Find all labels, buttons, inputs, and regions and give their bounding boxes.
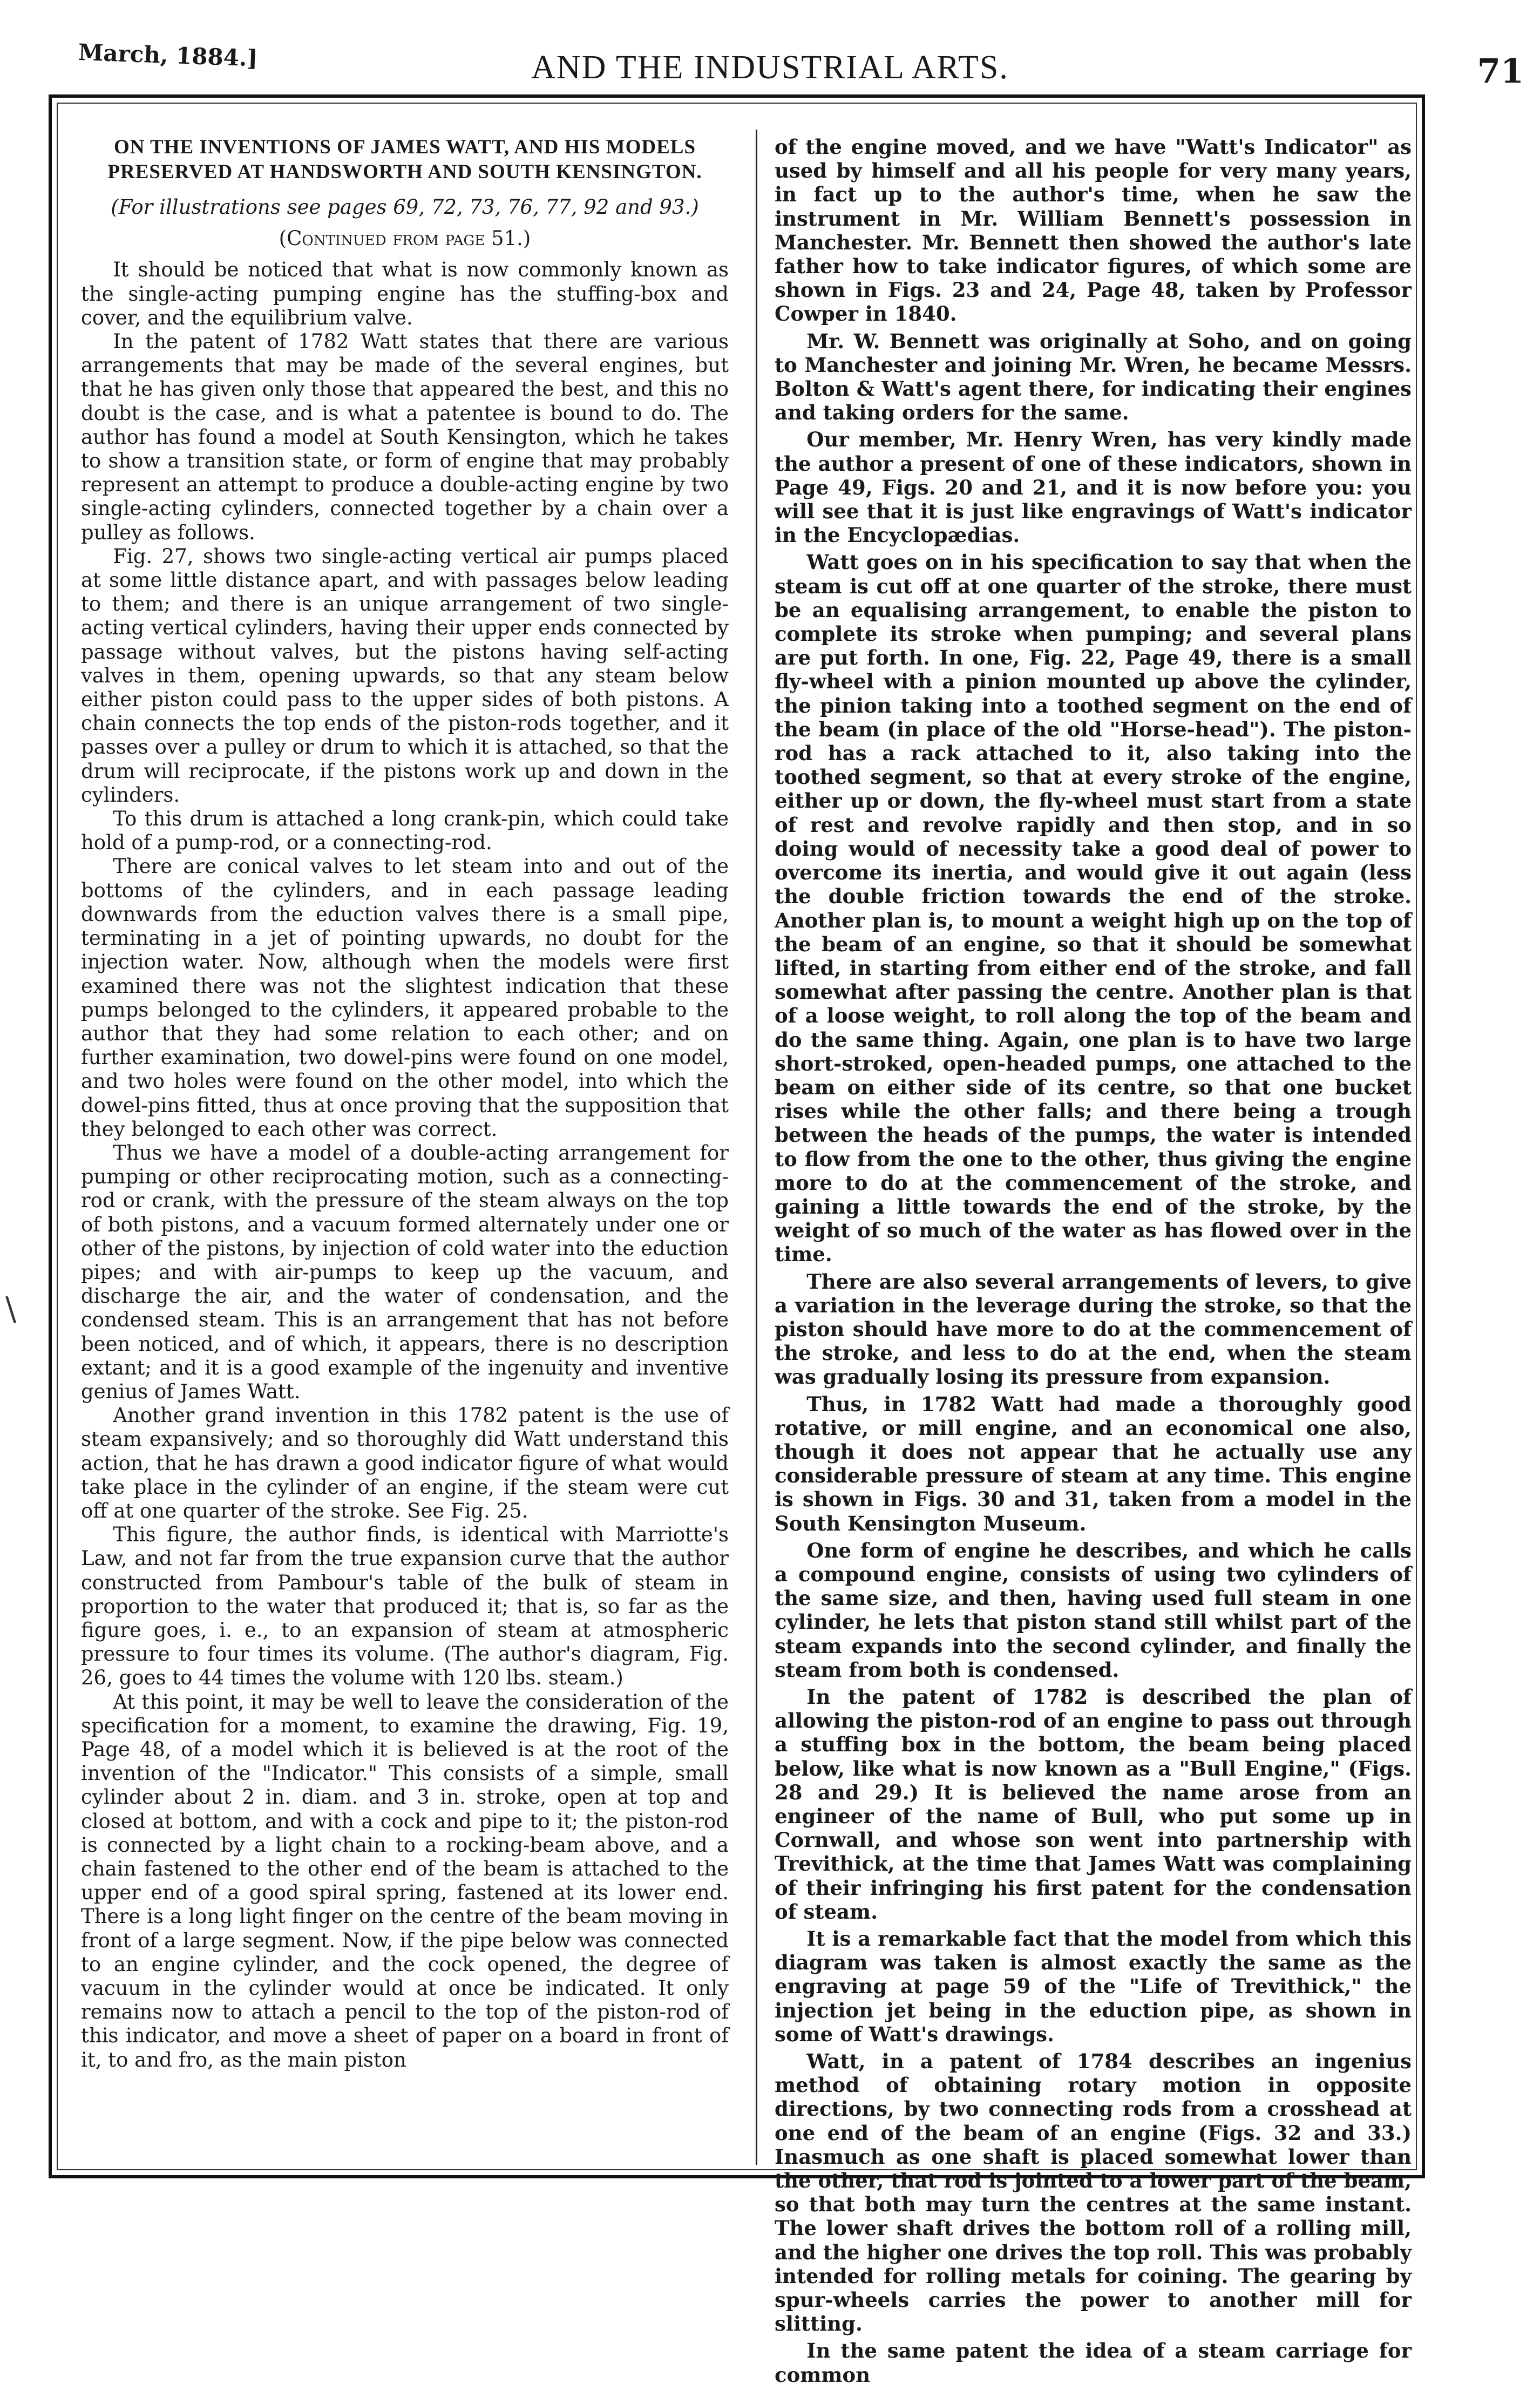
journal-running-title: AND THE INDUSTRIAL ARTS.	[531, 49, 1009, 86]
paragraph: In the patent of 1782 is described the plan of allowing the piston-rod of an engine to pass out through a stuffing box in the bottom, the beam being placed below, like what is now known as a "Bull Engine," (Figs. 28 and 29.) It is believed the name arose from an engineer of the name of Bull, who put some up in Cornwall, and whose son went into partnership with Trevithick, at the time that James Watt was complaining of their infringing his first patent for the condensation of steam.	[775, 1685, 1412, 1924]
paragraph: There are conical valves to let steam into and out of the bottoms of the cylinders, and in each passage leading downwards from the eduction valves there is a small pipe, terminating in a jet of pointing upwards, no doubt for the injection water. Now, although when the models were first examined there was not the slightest indication that these pumps belonged to the cylinders, it appeared probable to the author that they had some relation to each other; and on further examination, two dowel-pins were found on one model, and two holes were found on the other model, into which the dowel-pins fitted, thus at once proving that the supposition that they belonged to each other was correct.	[81, 855, 729, 1141]
illustrations-note: (For illustrations see pages 69, 72, 73, 76, 77, 92 and 93.)	[111, 195, 699, 219]
paragraph: Watt goes on in his specification to say that when the steam is cut off at one quarter of the stroke, there must be an equalising arrangement, to enable the piston to complete its stroke when pumping; and several plans are put forth. In one, Fig. 22, Page 49, there is a small fly-wheel with a pinion mounted up above the cylinder, the pinion taking into a toothed segment on the end of the beam (in place of the old "Horse-head"). The piston-rod has a rack attached to it, also taking into the toothed segment, so that at every stroke of the engine, either up or down, the fly-wheel must start from a state of rest and revolve rapidly and then stop, and in so doing would of necessity take a good deal of power to overcome its inertia, and would give it out again (less the double friction towards the end of the stroke. Another plan is, to mount a weight high up on the top of the beam of an engine, so that it should be somewhat lifted, in starting from either end of the stroke, and fall somewhat after passing the centre. Another plan is that of a loose weight, to roll along the top of the beam and do the same thing. Again, one plan is to have two large short-stroked, open-headed pumps, one attached to the beam on either side of its centre, so that one bucket rises while the other falls; and there being a trough between the heads of the pumps, the water is intended to flow from the one to the other, thus giving the engine more to do at the commencement of the stroke, and gaining a little towards the end of the stroke, by the weight of so much of the water as has flowed over in the time.	[775, 550, 1412, 1267]
continued-note: (Continued from page 51.)	[279, 227, 531, 250]
margin-mark: \	[5, 1290, 17, 1328]
paragraph: There are also several arrangements of levers, to give a variation in the leverage during the stroke, so that the piston should have more to do at the commencement of the stroke, and less to do at the end, when the steam was gradually losing its pressure from expansion.	[775, 1269, 1412, 1389]
paragraph: This figure, the author finds, is identical with Marriotte's Law, and not far from the true expansion curve that the author constructed from Pambour's table of the bulk of steam in proportion to the water that produced it; that is, so far as the figure goes, i. e., to an expansion of steam at atmospheric pressure to four times its volume. (The author's diagram, Fig. 26, goes to 44 times the volume with 120 lbs. steam.)	[81, 1523, 729, 1690]
paragraph: Fig. 27, shows two single-acting vertical air pumps placed at some little distance apart, and with passages below leading to them; and there is an unique arrangement of two single-acting vertical cylinders, having their upper ends connected by passage without valves, but the pistons having self-acting valves in them, opening upwards, so that any steam below either piston could pass to the upper sides of both pistons. A chain connects the top ends of the piston-rods together, and it passes over a pulley or drum to which it is attached, so that the drum will reciprocate, if the pistons work up and down in the cylinders.	[81, 544, 729, 807]
paragraph: Watt, in a patent of 1784 describes an ingenius method of obtaining rotary motion in opposite directions, by two connecting rods from a crosshead at one end of the beam of an engine (Figs. 32 and 33.) Inasmuch as one shaft is placed somewhat lower than the other, that rod is jointed to a lower part of the beam, so that both may turn the centres at the same instant. The lower shaft drives the bottom roll of a rolling mill, and the higher one drives the top roll. This was probably intended for rolling metals for coining. The gearing by spur-wheels carries the power to another mill for slitting.	[775, 2049, 1412, 2336]
running-head	[0, 0, 1540, 91]
paragraph: Mr. W. Bennett was originally at Soho, and on going to Manchester and joining Mr. Wren, he became Messrs. Bolton & Watt's agent there, for indicating their engines and taking orders for the same.	[775, 329, 1412, 425]
paragraph: Thus we have a model of a double-acting arrangement for pumping or other reciprocating motion, such as a connecting-rod or crank, with the pressure of the steam always on the top of both pistons, and a vacuum formed alternately under one or other of the pistons, by injection of cold water into the eduction pipes; and with air-pumps to keep up the vacuum, and discharge the air, and the water of condensation, and the condensed steam. This is an arrangement that has not before been noticed, and of which, it appears, there is no description extant; and it is a good example of the ingenuity and inventive genius of James Watt.	[81, 1141, 729, 1403]
left-column	[81, 135, 729, 2072]
paragraph: In the patent of 1782 Watt states that there are various arrangements that may be made of the several engines, but that he has given only those that appeared the best, and this no doubt is the case, and is what a patentee is bound to do. The author has found a model at South Kensington, which he takes to show a transition state, or form of engine that may probably represent an attempt to produce a double-acting engine by two single-acting cylinders, connected together by a chain over a pulley as follows.	[81, 330, 729, 544]
paragraph: It is a remarkable fact that the model from which this diagram was taken is almost exactly the same as the engraving at page 59 of the "Life of Trevithick," the injection jet being in the eduction pipe, as shown in some of Watt's drawings.	[775, 1927, 1412, 2046]
paragraph: One form of engine he describes, and which he calls a compound engine, consists of using two cylinders of the same size, and then, having used full steam in one cylinder, he lets that piston stand still whilst part of the steam expands into the second cylinder, and finally the steam from both is condensed.	[775, 1538, 1412, 1682]
paragraph: To this drum is attached a long crank-pin, which could take hold of a pump-rod, or a connecting-rod.	[81, 807, 729, 855]
page-number: 71	[1477, 51, 1524, 91]
paragraph: In the same patent the idea of a steam carriage for common	[775, 2339, 1412, 2387]
paragraph: Thus, in 1782 Watt had made a thoroughly good rotative, or mill engine, and an economical one also, though it does not appear that he actually use any considerable pressure of steam at any time. This engine is shown in Figs. 30 and 31, taken from a model in the South Kensington Museum.	[775, 1392, 1412, 1535]
paragraph: At this point, it may be well to leave the consideration of the specification for a moment, to examine the drawing, Fig. 19, Page 48, of a model which it is believed is at the root of the invention of the "Indicator." This consists of a simple, small cylinder about 2 in. diam. and 3 in. stroke, open at top and closed at bottom, and with a cock and pipe to it; the piston-rod is connected by a light chain to a rocking-beam above, and a chain fastened to the other end of the beam is attached to the upper end of a good spiral spring, fastened at its lower end. There is a long light finger on the centre of the beam moving in front of a large segment. Now, if the pipe below was connected to an engine cylinder, and the cock opened, the degree of vacuum in the cylinder would at once be indicated. It only remains now to attach a pencil to the top of the piston-rod of this indicator, and move a sheet of paper on a board in front of it, to and fro, as the main piston	[81, 1690, 729, 2071]
right-column	[775, 135, 1412, 2390]
paragraph: Our member, Mr. Henry Wren, has very kindly made the author a present of one of these indicators, shown in Page 49, Figs. 20 and 21, and it is now before you: you will see that it is just like engravings of Watt's indicator in the Encyclopædias.	[775, 428, 1412, 547]
paragraph: of the engine moved, and we have "Watt's Indicator" as used by himself and all his people for very many years, in fact up to the author's time, when he saw the instrument in Mr. William Bennett's possession in Manchester. Mr. Bennett then showed the author's late father how to take indicator figures, of which some are shown in Figs. 23 and 24, Page 48, taken by Professor Cowper in 1840.	[775, 135, 1412, 326]
paragraph: Another grand invention in this 1782 patent is the use of steam expansively; and so thoroughly did Watt understand this action, that he has drawn a good indicator figure of what would take place in the cylinder of an engine, if the steam were cut off at one quarter of the stroke. See Fig. 25.	[81, 1404, 729, 1522]
paragraph: It should be noticed that what is now commonly known as the single-acting pumping engine has the stuffing-box and cover, and the equilibrium valve.	[81, 258, 729, 329]
issue-date: March, 1884.]	[78, 39, 259, 72]
article-title: ON THE INVENTIONS OF JAMES WATT, AND HIS MODELS PRESERVED AT HANDSWORTH AND SOUTH KENSINGTON.	[107, 136, 702, 183]
column-divider	[756, 130, 757, 2165]
